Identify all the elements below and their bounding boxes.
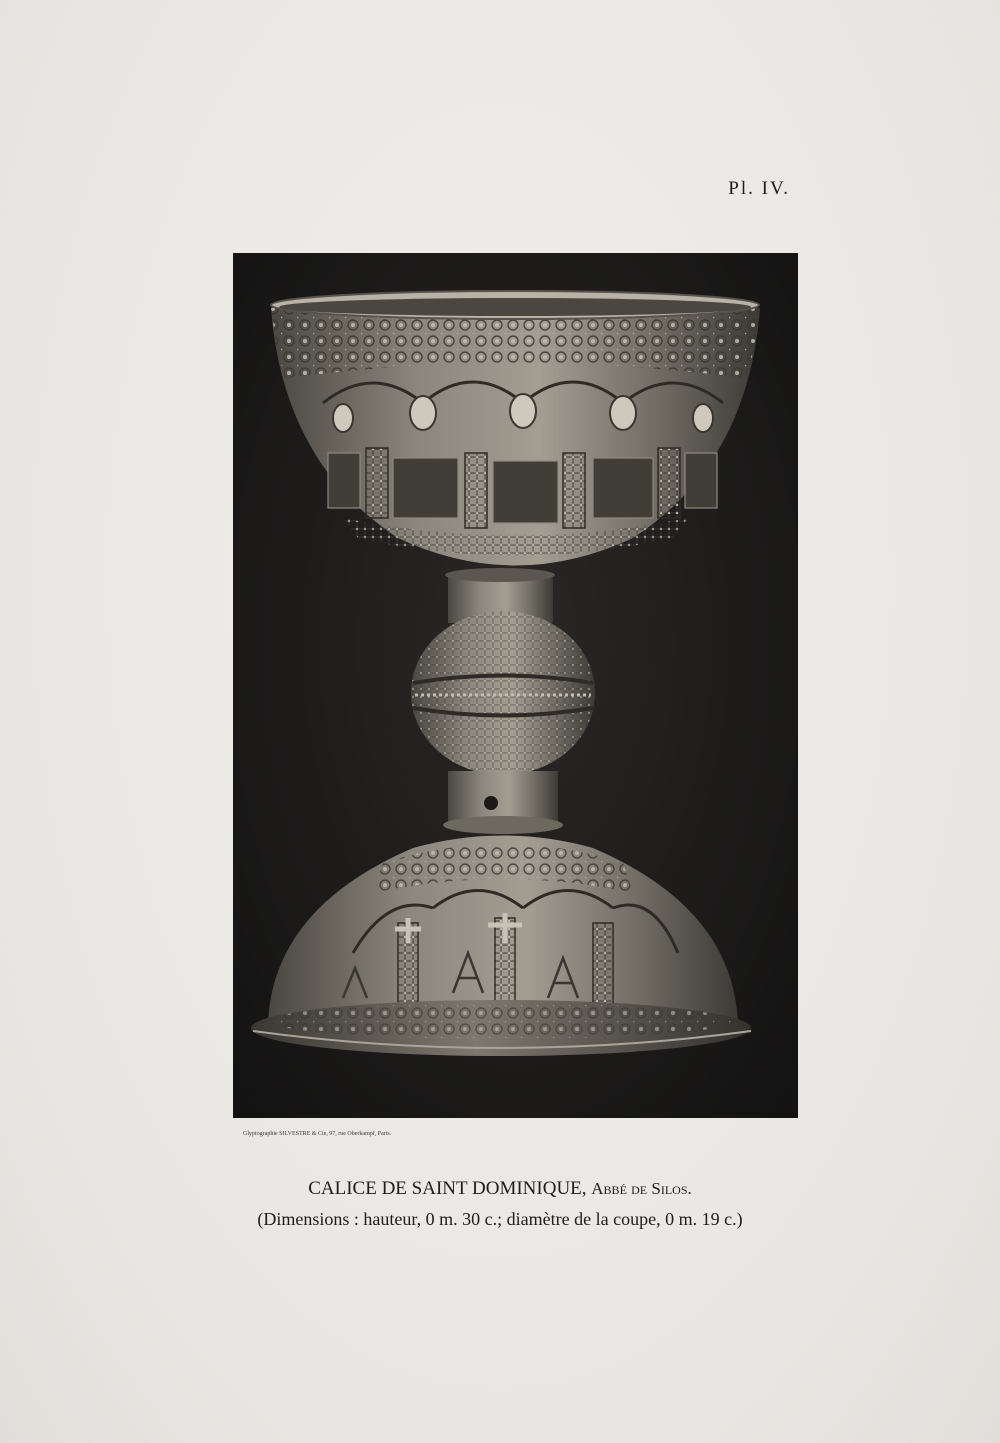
plate-number: Pl. IV. xyxy=(728,178,790,199)
caption-dimensions: (Dimensions : hauteur, 0 m. 30 c.; diamètre de la coupe, 0 m. 19 c.) xyxy=(257,1209,743,1229)
caption-title-main: CALICE DE SAINT DOMINIQUE, xyxy=(308,1178,587,1199)
chalice-foot xyxy=(251,836,751,1057)
chalice-knop xyxy=(411,611,595,775)
chalice-lower-stem xyxy=(443,771,563,834)
chalice-illustration xyxy=(233,253,798,1118)
printer-credit: Glyptographie SILVESTRE & Cie, 97, rue Oberkampf, Paris. xyxy=(243,1131,392,1137)
chalice-cup xyxy=(271,291,760,566)
chalice-photograph xyxy=(233,253,798,1118)
caption-title-subtitle: Abbé de Silos. xyxy=(591,1179,692,1198)
caption-title xyxy=(0,1178,1000,1200)
